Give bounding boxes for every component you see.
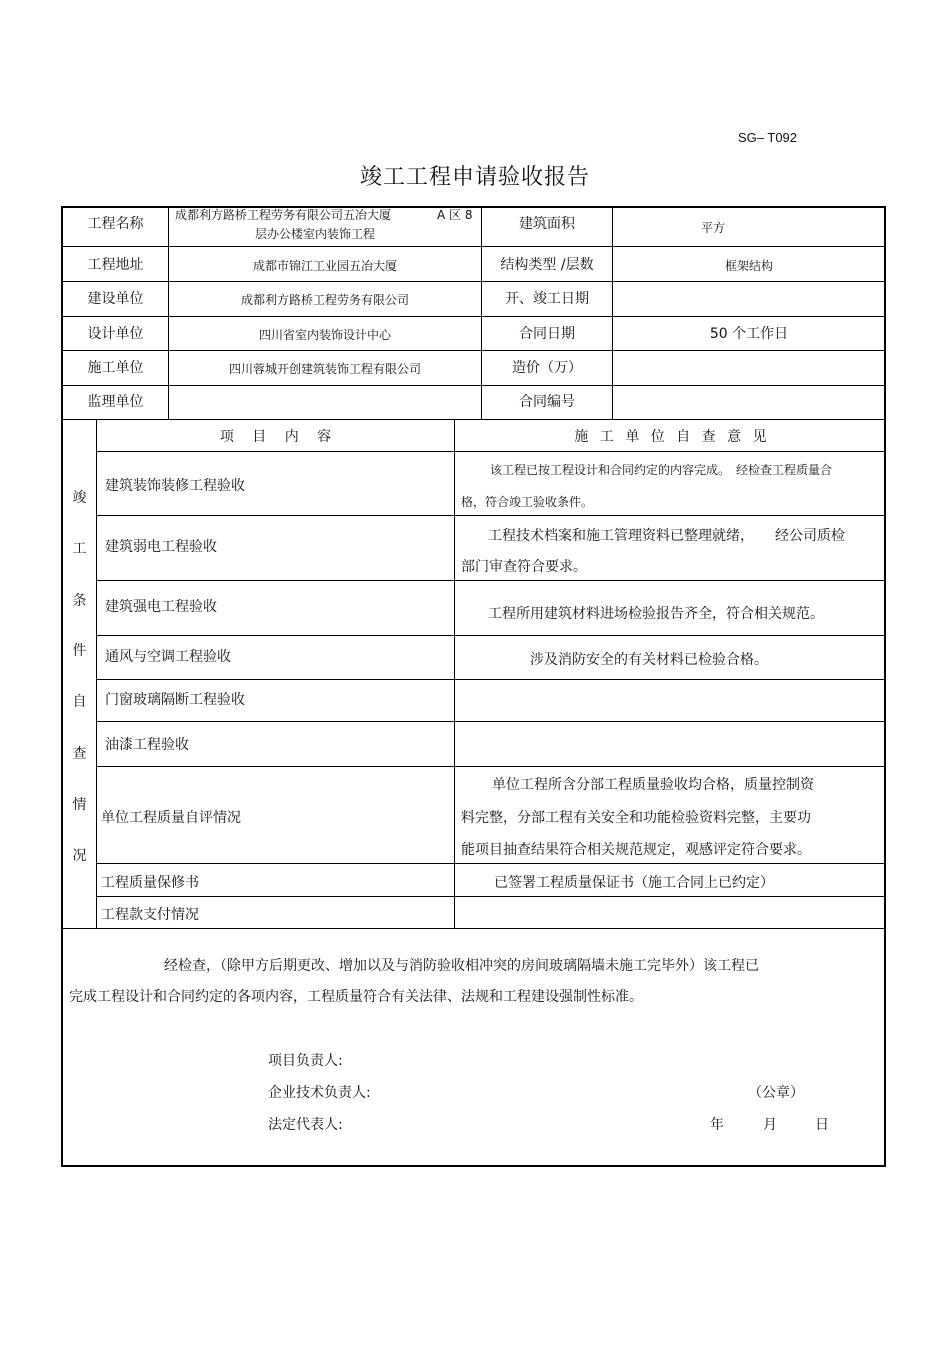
row-divider	[96, 515, 886, 516]
structure-label: 结构类型 /层数	[500, 257, 594, 273]
contract-no-label: 合同编号	[519, 394, 575, 410]
project-manager-signature: 项目负责人:	[268, 1053, 343, 1069]
address-value: 成都市锦江工业园五冶大厦	[252, 259, 397, 273]
check-opinion-line: 该工程已按工程设计和合同约定的内容完成。 经检查工程质量合	[490, 463, 833, 477]
column-divider	[481, 206, 482, 419]
check-opinion-line: 工程技术档案和施工管理资料已整理就绪， 经公司质检	[488, 528, 845, 544]
row-divider	[61, 316, 886, 317]
designer-value: 四川省室内装饰设计中心	[258, 328, 391, 342]
document-title: 竣工工程申请验收报告	[359, 165, 590, 190]
column-divider	[168, 206, 169, 419]
check-item: 建筑强电工程验收	[105, 599, 217, 615]
check-item: 门窗玻璃隔断工程验收	[105, 692, 245, 708]
row-divider	[96, 766, 886, 767]
row-divider	[96, 635, 886, 636]
designer-label: 设计单位	[87, 326, 144, 342]
check-item: 建筑弱电工程验收	[105, 539, 217, 555]
date-year: 年	[710, 1117, 724, 1133]
contractor-label: 施工单位	[87, 360, 144, 376]
builder-label: 建设单位	[87, 291, 144, 307]
check-item: 油漆工程验收	[105, 737, 189, 753]
area-value: 平方	[700, 221, 725, 235]
date-month: 月	[763, 1117, 777, 1133]
column-divider	[96, 419, 97, 928]
legal-rep-signature: 法定代表人:	[268, 1117, 343, 1133]
builder-value: 成都利方路桥工程劳务有限公司	[240, 293, 409, 307]
supervisor-label: 监理单位	[87, 394, 144, 410]
check-opinion-line: 工程所用建筑材料进场检验报告齐全，符合相关规范。	[488, 606, 824, 622]
project-name-line1: 成都利方路桥工程劳务有限公司五冶大厦	[175, 208, 392, 222]
side-label-char: 条	[72, 593, 87, 609]
side-label-char: 件	[72, 643, 87, 659]
check-opinion-line: 能项目抽查结果符合相关规范规定，观感评定符合要求。	[461, 842, 811, 858]
check-opinion-line: 部门审查符合要求。	[461, 559, 587, 575]
column-divider	[454, 419, 455, 928]
side-label-char: 查	[72, 746, 87, 762]
dates-label: 开、竣工日期	[505, 291, 589, 307]
check-opinion-line: 格，符合竣工验收条件。	[461, 495, 594, 509]
side-label-char: 情	[72, 797, 87, 813]
document-code: SG– T092	[738, 130, 798, 145]
project-name-label: 工程名称	[87, 216, 144, 232]
row-divider	[61, 928, 886, 929]
contract-days-value: 50 个工作日	[709, 326, 789, 342]
official-seal: （公章）	[748, 1085, 804, 1101]
check-opinion-line: 料完整，分部工程有关安全和功能检验资料完整，主要功	[461, 810, 811, 826]
item-column-header: 项 目 内 容	[219, 429, 332, 445]
address-label: 工程地址	[87, 257, 144, 273]
conclusion-line-2: 完成工程设计和合同约定的各项内容，工程质量符合有关法律、法规和工程建设强制性标准。	[69, 989, 643, 1005]
row-divider	[61, 246, 886, 247]
row-divider	[61, 281, 886, 282]
side-label-char: 工	[72, 541, 87, 557]
contractor-value: 四川蓉城开创建筑装饰工程有限公司	[228, 362, 421, 376]
check-item: 单位工程质量自评情况	[101, 810, 241, 826]
row-divider	[96, 896, 886, 897]
row-divider	[96, 451, 886, 452]
column-divider	[612, 206, 613, 419]
structure-value: 框架结构	[724, 259, 773, 273]
check-opinion-line: 单位工程所含分部工程质量验收均合格，质量控制资	[492, 777, 814, 793]
side-label-char: 自	[72, 694, 87, 710]
contract-days-label: 合同日期	[519, 326, 575, 342]
row-divider	[61, 350, 886, 351]
check-opinion-line: 已签署工程质量保证书（施工合同上已约定）	[494, 875, 774, 891]
row-divider	[96, 863, 886, 864]
side-label-char: 况	[72, 848, 87, 864]
conclusion-line-1: 经检查，（除甲方后期更改、增加以及与消防验收相冲突的房间玻璃隔墙未施工完毕外）该工程已	[164, 958, 759, 974]
check-item: 工程款支付情况	[101, 907, 199, 923]
row-divider	[61, 385, 886, 386]
cost-label: 造价（万）	[512, 360, 582, 376]
check-opinion-line: 涉及消防安全的有关材料已检验合格。	[530, 652, 768, 668]
tech-manager-signature: 企业技术负责人:	[268, 1085, 371, 1101]
project-name-zone: A 区 8	[437, 208, 473, 222]
row-divider	[96, 580, 886, 581]
area-label: 建筑面积	[519, 216, 575, 232]
row-divider	[96, 679, 886, 680]
check-item: 工程质量保修书	[101, 875, 199, 891]
row-divider	[96, 721, 886, 722]
check-item: 建筑装饰装修工程验收	[105, 478, 245, 494]
project-name-line2: 层办公楼室内装饰工程	[255, 227, 376, 241]
opinion-column-header: 施 工 单 位 自 查 意 见	[574, 429, 767, 445]
date-day: 日	[815, 1117, 829, 1133]
row-divider	[61, 419, 886, 420]
check-item: 通风与空调工程验收	[105, 649, 231, 665]
side-label-char: 竣	[72, 490, 87, 506]
